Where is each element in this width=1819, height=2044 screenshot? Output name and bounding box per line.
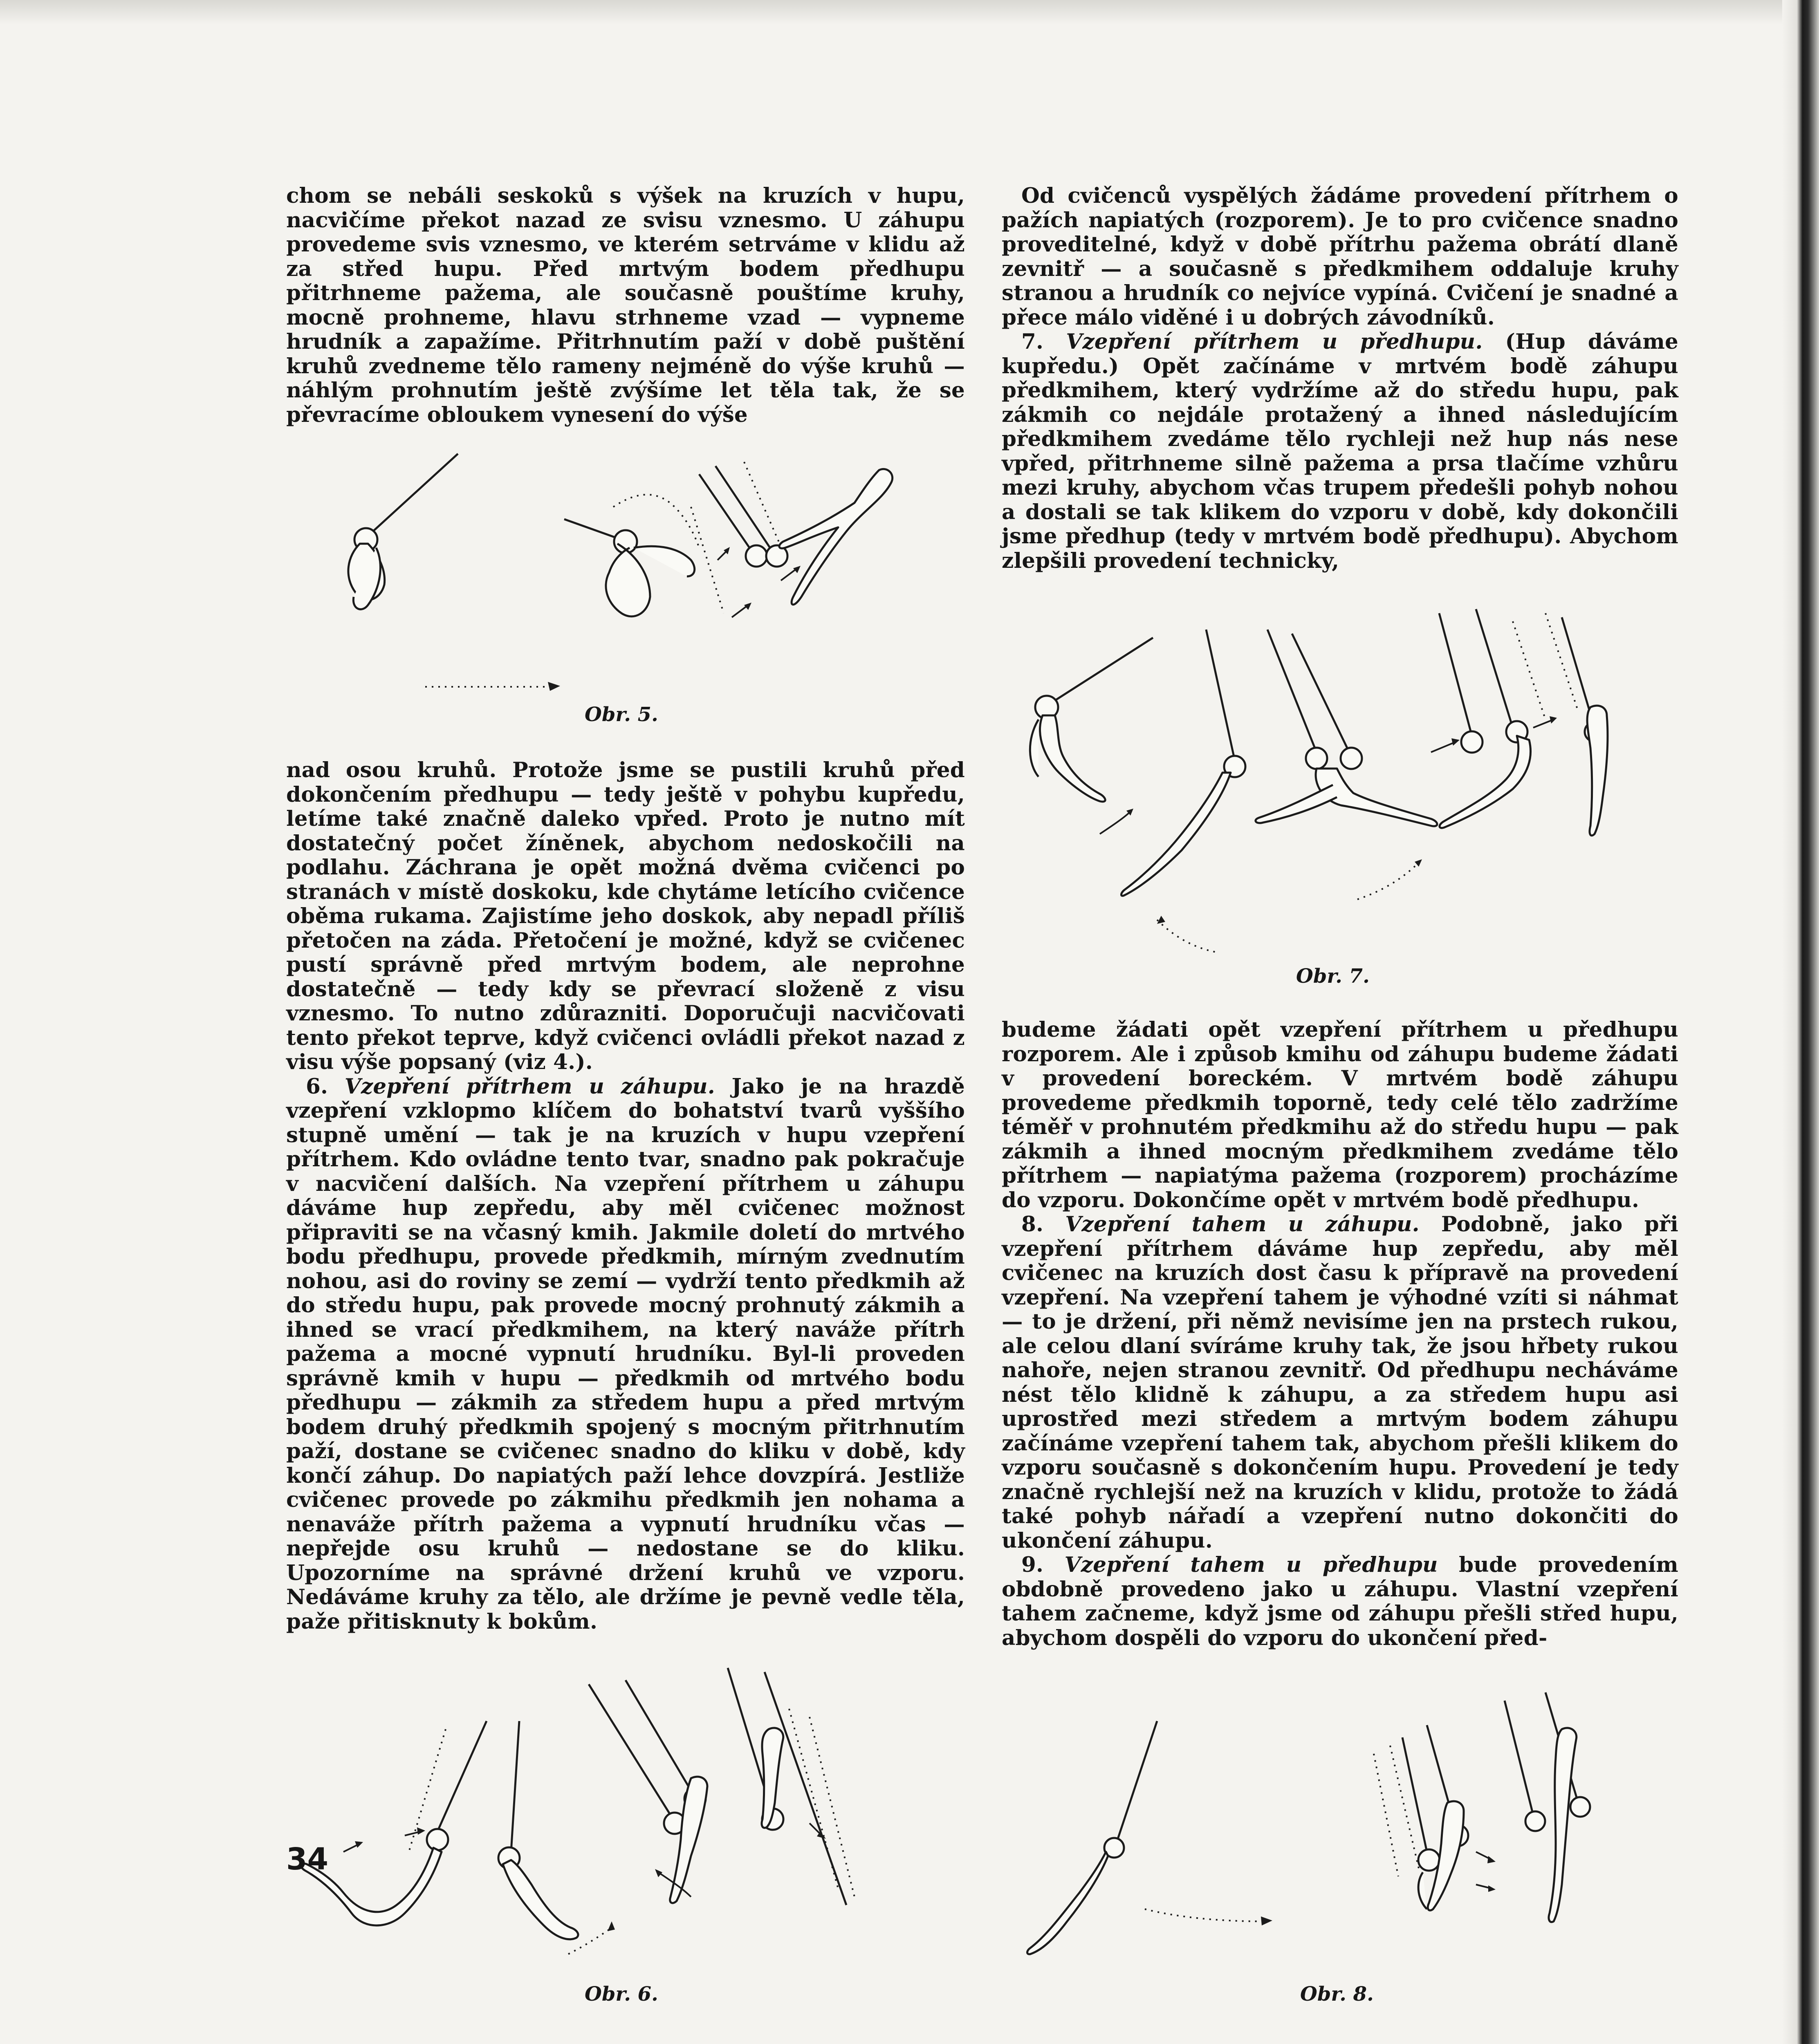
figure-8-caption: Obr. 8. <box>1300 1983 1374 2006</box>
paragraph: chom se nebáli seskoků s výšek na kruzích v hupu, nacvičíme překot nazad ze svisu vznesmo. U záhupu provedeme svis vznesmo, ve kterém setrváme v klidu až za střed hupu. Před mrtvým bodem předhupu přitrhneme pažema, ale současně pouštíme kruhy, mocně prohneme, hlavu strhneme vzad — vypneme hrudník a zapažíme. Přitrhnutím paží v době puštění kruhů zvedneme tělo rameny nejméně do výše kruhů — náhlým prohnutím ještě zvýšíme let těla tak, že se převracíme obloukem vynesení do výše <box>286 184 965 427</box>
section-text: bude provedením obdobně provedeno jako u záhupu. Vlastní vzepření tahem začneme, když jsme od záhupu přešli střed hupu, abychom dospěli do vzporu do ukončení před- <box>1002 1553 1678 1650</box>
page-top-edge <box>0 0 1819 25</box>
paragraph: Od cvičenců vyspělých žádáme provedení přítrhem o pažích napiatých (rozporem). Je to pro cvičence snadno proveditelné, když v době přítrhu pažema obrátí dlaně zevnitř — a současně s předkmihem oddaluje kruhy stranou a hrudník co nejvíce vypíná. Cvičení je snadné a přece málo viděné i u dobrých závodníků. <box>1002 184 1678 330</box>
figure-7-illustration <box>989 605 1684 969</box>
left-column-continued <box>286 758 965 1634</box>
paragraph: nad osou kruhů. Protože jsme se pustili kruhů před dokončením předhupu — tedy ještě v pohybu kupředu, letíme také značně daleko vpřed. Proto je nutno mít dostatečný počet žíněnek, abychom nedoskočili na podlahu. Záchrana je opět možná dvěma cvičenci po stranách v místě doskoku, kde chytáme letícího cvičence oběma rukama. Zajistíme jeho doskok, aby nepadl příliš přetočen na záda. Přetočení je možné, když se cvičenec pustí správně před mrtvým bodem, ale neprohne dostatečně — tedy kdy se převrací složeně z visu vznesmo. To nutno zdůrazniti. Doporučuji nacvičovati tento překot teprve, když cvičenci ovládli překot nazad z visu výše popsaný (viz 4.). <box>286 758 965 1074</box>
paragraph: budeme žádati opět vzepření přítrhem u předhupu rozporem. Ale i způsob kmihu od záhupu budeme žádati v provedení boreckém. V mrtvém bodě záhupu provedeme předkmih toporně, tedy celé tělo zadržíme téměř v prohnutém předkmihu až do středu hupu — pak zákmih a ihned mocným předkmihem zvedáme tělo přítrhem — napiatýma pažema (rozporem) procházíme do vzporu. Dokončíme opět v mrtvém bodě předhupu. <box>1002 1018 1678 1213</box>
page-binding-edge <box>1782 0 1819 2044</box>
section-number: 6. <box>306 1074 328 1099</box>
figure-8-illustration <box>1014 1680 1676 1966</box>
section-6 <box>286 1075 965 1634</box>
section-number: 7. <box>1021 329 1044 354</box>
page-number: 34 <box>286 1842 328 1877</box>
section-9 <box>1002 1553 1678 1650</box>
section-8 <box>1002 1213 1678 1553</box>
figure-6-caption: Obr. 6. <box>585 1983 658 2006</box>
section-7 <box>1002 330 1678 573</box>
right-column-continued <box>1002 1018 1678 1650</box>
figure-5-caption: Obr. 5. <box>585 703 658 726</box>
section-text: Jako je na hrazdě vzepření vzklopmo klíčem do bohatství tvarů vyššího stupně umění — tak je na kruzích v hupu vzepření přítrhem. Kdo ovládne tento tvar, snadno pak pokračuje v nacvičení dalších. Na vzepření přítrhem u záhupu dáváme hup zepředu, aby měl cvičenec možnost připraviti se na včasný kmih. Jakmile doletí do mrtvého bodu předhupu, provede předkmih, mírným zvednutím nohou, asi do roviny se zemí — vydrží tento předkmih až do středu hupu, pak provede mocný prohnutý zákmih a ihned se vrací předkmihem, na který naváže přítrh pažema a mocné vypnutí hrudníku. Byl-li proveden správně kmih v hupu — předkmih od mrtvého bodu předhupu — zákmih za středem hupu a před mrtvým bodem druhý předkmih spojený s mocným přitrhnutím paží, dostane se cvičenec snadno do kliku v době, kdy končí záhup. Do napiatých paží lehce dovzpírá. Jestliže cvičenec provede po zákmihu předkmih jen nohama a nenaváže přítrh pažema a vypnutí hrudníku včas — nepřejde osu kruhů — nedostane se do kliku. Upozorníme na správné držení kruhů ve vzporu. Nedáváme kruhy za tělo, ale držíme je pevně vedle těla, paže přitisknuty k bokům. <box>286 1074 965 1634</box>
figure-7-caption: Obr. 7. <box>1296 965 1370 988</box>
section-title: Vzepření přítrhem u záhupu. <box>344 1074 715 1099</box>
figure-5-illustration <box>282 442 961 703</box>
right-column-top <box>1002 184 1678 573</box>
section-number: 8. <box>1021 1212 1044 1237</box>
section-title: Vzepření tahem u záhupu. <box>1065 1212 1420 1237</box>
section-title: Vzepření přítrhem u předhupu. <box>1066 329 1483 354</box>
figure-6-illustration <box>282 1660 977 1979</box>
section-text: (Hup dáváme kupředu.) Opět začínáme v mrtvém bodě záhupu předkmihem, který vydržíme až do středu hupu, pak zákmih co nejdále protažený a ihned následujícím předkmihem zvedáme tělo rychleji než hup nás nese vpřed, přitrhneme silně pažema a prsa tlačíme vzhůru mezi kruhy, abychom včas trupem předešli pohyb nohou a dostali se tak klikem do vzporu v době, kdy dokončili jsme předhup (tedy v mrtvém bodě předhupu). Abychom zlepšili provedení technicky, <box>1002 329 1678 573</box>
left-column-top <box>286 184 965 427</box>
section-text: Podobně, jako při vzepření přítrhem dáváme hup zepředu, aby měl cvičenec na kruzích dost času k přípravě na provedení vzepření. Na vzepření tahem je výhodné vzíti si náhmat — to je držení, při němž nevisíme jen na prstech rukou, ale celou dlaní svíráme kruhy tak, že jsou hřbety rukou nahoře, nejen stranou zevnitř. Od předhupu necháváme nést tělo klidně k záhupu, a za středem hupu asi uprostřed mezi středem a mrtvým bodem záhupu začínáme vzepření tahem tak, abychom přešli klikem do vzporu současně s dokončením hupu. Provedení je tedy značně rychlejší než na kruzích v klidu, protože to žádá také pohyb nářadí a vzepření nutno dokončiti do ukončení záhupu. <box>1002 1212 1678 1553</box>
section-title: Vzepření tahem u předhupu <box>1064 1553 1438 1577</box>
section-number: 9. <box>1021 1553 1044 1577</box>
